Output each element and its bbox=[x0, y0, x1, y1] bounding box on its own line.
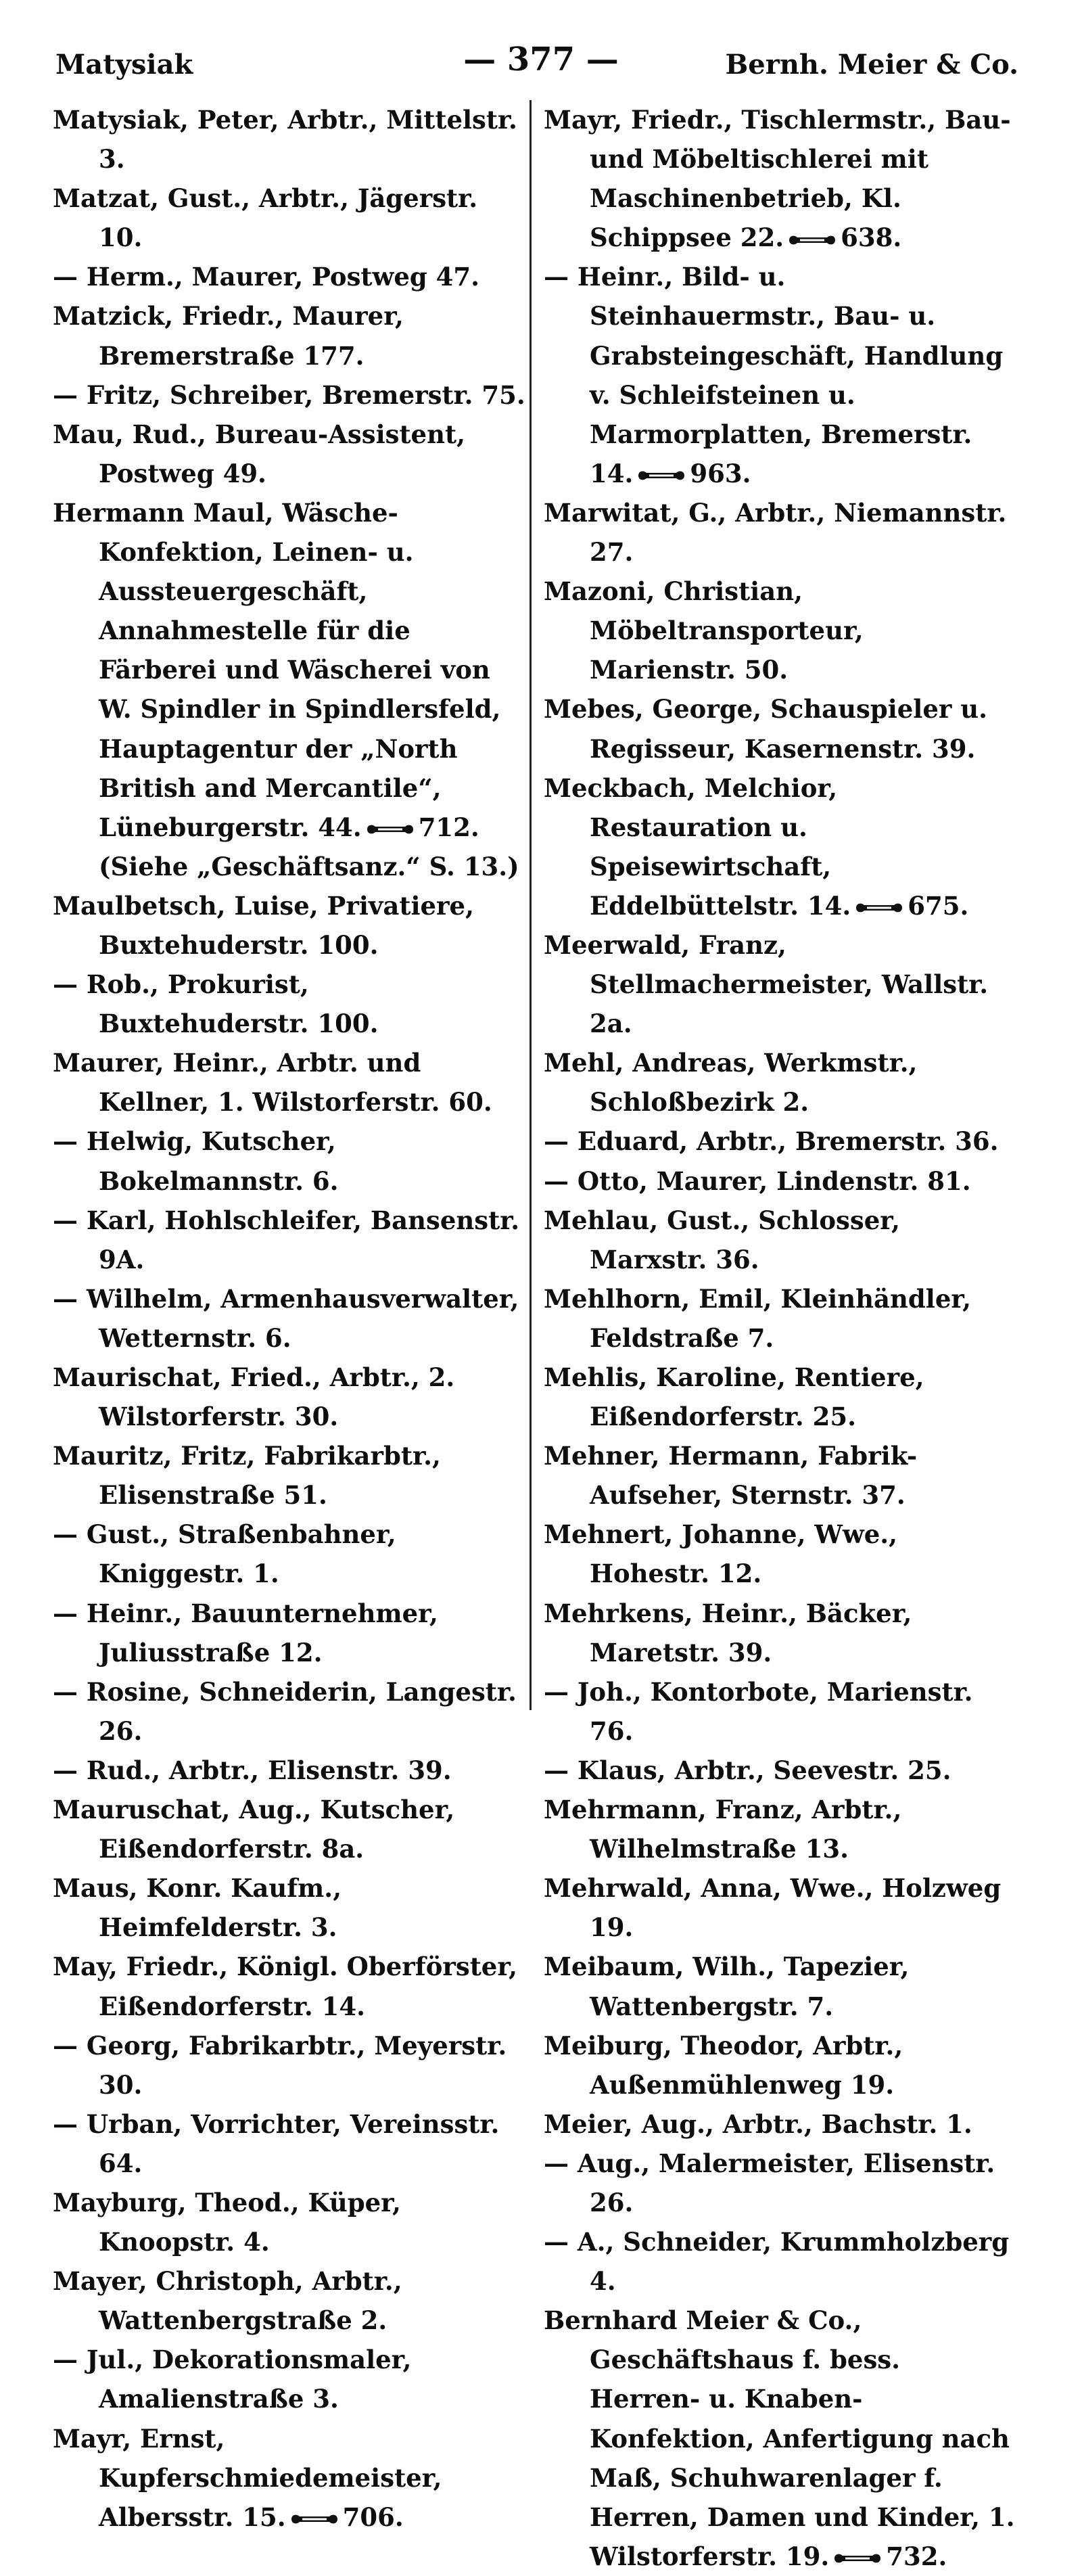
entry-text: Mehnert, Johanne, Wwe., Hohestr. 12. bbox=[544, 1519, 898, 1589]
entry-text: — Karl, Hohlschleifer, Bansenstr. 9A. bbox=[53, 1205, 520, 1274]
directory-entry bbox=[53, 375, 526, 415]
directory-entry bbox=[53, 2183, 526, 2261]
directory-entry bbox=[544, 2104, 1017, 2144]
right-column bbox=[544, 100, 1017, 2576]
entry-text: Meerwald, Franz, Stellmachermeister, Wallstr. 2a. bbox=[544, 929, 989, 1039]
directory-entry bbox=[544, 2144, 1017, 2222]
directory-entry bbox=[544, 768, 1017, 925]
entry-text: Mehl, Andreas, Werkmstr., Schloßbezirk 2. bbox=[544, 1048, 918, 1118]
entry-text: May, Friedr., Königl. Oberförster, Eißendorferstr. 14. bbox=[53, 1952, 518, 2021]
entry-text: Maurischat, Fried., Arbtr., 2. Wilstorferstr. 30. bbox=[53, 1362, 455, 1432]
entry-text: Hermann Maul, Wäsche-Konfektion, Leinen- u. Aussteuergeschäft, Annahmestelle für die Färberei und Wäscherei von W. Spindler in Spindlersfeld, Hauptagentur der „North British and Mercantile“, Lüneburgerstr. 44. bbox=[53, 497, 501, 842]
directory-entry bbox=[53, 296, 526, 375]
directory-entry bbox=[53, 2340, 526, 2418]
entry-text: Mauritz, Fritz, Fabrikarbtr., Elisenstraße 51. bbox=[53, 1441, 441, 1511]
entry-text: — Jul., Dekorationsmaler, Amalienstraße 3. bbox=[53, 2345, 412, 2414]
directory-entry bbox=[544, 1672, 1017, 1751]
telephone-icon bbox=[833, 2551, 882, 2566]
phone-number: 963. bbox=[690, 458, 751, 488]
phone-number: 706. bbox=[342, 2502, 404, 2532]
entry-text: Mauruschat, Aug., Kutscher, Eißendorferstr. 8a. bbox=[53, 1795, 455, 1864]
entry-text: Mehlhorn, Emil, Kleinhändler, Feldstraße 7. bbox=[544, 1283, 972, 1353]
directory-entry bbox=[544, 925, 1017, 1043]
entry-text: — Klaus, Arbtr., Seevestr. 25. bbox=[544, 1755, 951, 1785]
entry-text: — Georg, Fabrikarbtr., Meyerstr. 30. bbox=[53, 2030, 507, 2100]
phone-number: 638. bbox=[841, 223, 902, 253]
entry-text: Mau, Rud., Bureau-Assistent, Postweg 49. bbox=[53, 419, 465, 488]
entry-text: — Urban, Vorrichter, Vereinsstr. 64. bbox=[53, 2109, 500, 2178]
directory-entry bbox=[544, 1594, 1017, 1672]
directory-entry bbox=[53, 493, 526, 886]
entry-text: Marwitat, G., Arbtr., Niemannstr. 27. bbox=[544, 497, 1007, 568]
directory-entry bbox=[544, 493, 1017, 572]
entry-text: Meiburg, Theodor, Arbtr., Außenmühlenweg 19. bbox=[544, 2030, 903, 2100]
entry-text: Mayburg, Theod., Küper, Knoopstr. 4. bbox=[53, 2187, 401, 2257]
entry-text: Mehlau, Gust., Schlosser, Marxstr. 36. bbox=[544, 1205, 900, 1274]
directory-entry bbox=[544, 100, 1017, 257]
directory-entry bbox=[544, 1162, 1017, 1201]
telephone-icon bbox=[366, 822, 415, 837]
entry-text: Mehrwald, Anna, Wwe., Holzweg 19. bbox=[544, 1873, 1002, 1943]
entry-text: Matysiak, Peter, Arbtr., Mittelstr. 3. bbox=[53, 105, 517, 175]
entry-text: Meckbach, Melchior, Restauration u. Speisewirtschaft, Eddelbüttelstr. 14. bbox=[544, 773, 851, 921]
entry-text: — Rud., Arbtr., Elisenstr. 39. bbox=[53, 1755, 452, 1785]
phone-number: 675. bbox=[908, 890, 969, 921]
entry-text: Maus, Konr. Kaufm., Heimfelderstr. 3. bbox=[53, 1873, 342, 1943]
directory-entry bbox=[53, 1043, 526, 1122]
page-number: — 377 — bbox=[463, 41, 619, 78]
directory-entry bbox=[53, 100, 526, 179]
entry-text: — Herm., Maurer, Postweg 47. bbox=[53, 262, 480, 292]
directory-entry bbox=[544, 1515, 1017, 1593]
running-head-left: Matysiak bbox=[55, 49, 193, 80]
directory-entry bbox=[544, 1279, 1017, 1358]
directory-entry bbox=[53, 257, 526, 296]
directory-entry bbox=[53, 1672, 526, 1751]
directory-entry bbox=[544, 1790, 1017, 1868]
page-header bbox=[0, 35, 1082, 89]
directory-entry bbox=[544, 689, 1017, 768]
entry-text: Mayr, Ernst, Kupferschmiedemeister, Albersstr. 15. bbox=[53, 2423, 442, 2532]
entry-text: — A., Schneider, Krummholzberg 4. bbox=[544, 2227, 1010, 2297]
entry-text: — Aug., Malermeister, Elisenstr. 26. bbox=[544, 2148, 995, 2217]
directory-entry bbox=[53, 1751, 526, 1790]
entry-text: — Rob., Prokurist, Buxtehuderstr. 100. bbox=[53, 969, 379, 1039]
entry-text: — Joh., Kontorbote, Marienstr. 76. bbox=[544, 1676, 973, 1746]
directory-entry bbox=[53, 1279, 526, 1358]
directory-entry bbox=[544, 1043, 1017, 1122]
telephone-icon bbox=[637, 468, 686, 483]
directory-entry bbox=[53, 2261, 526, 2340]
entry-text: — Rosine, Schneiderin, Langestr. 26. bbox=[53, 1676, 517, 1746]
entry-text: — Gust., Straßenbahner, Kniggestr. 1. bbox=[53, 1519, 396, 1589]
entry-text: — Heinr., Bauunternehmer, Juliusstraße 12. bbox=[53, 1598, 438, 1668]
entry-text: Matzat, Gust., Arbtr., Jägerstr. 10. bbox=[53, 183, 478, 253]
directory-entry bbox=[544, 2301, 1017, 2576]
directory-entry bbox=[53, 1790, 526, 1868]
running-head-right: Bernh. Meier & Co. bbox=[725, 49, 1018, 80]
directory-entry bbox=[53, 415, 526, 493]
entry-text: Meibaum, Wilh., Tapezier, Wattenbergstr. 7. bbox=[544, 1952, 910, 2021]
entry-text: Mehner, Hermann, Fabrik-Aufseher, Sternstr. 37. bbox=[544, 1441, 918, 1511]
telephone-icon bbox=[290, 2512, 339, 2527]
entry-text: Mehrmann, Franz, Arbtr., Wilhelmstraße 13. bbox=[544, 1795, 902, 1864]
phone-number: 732. bbox=[886, 2541, 947, 2571]
directory-entry bbox=[544, 1436, 1017, 1515]
directory-entry bbox=[53, 1358, 526, 1436]
directory-entry bbox=[53, 1947, 526, 2025]
entry-text: — Wilhelm, Armenhausverwalter, Wetternstr. 6. bbox=[53, 1283, 519, 1353]
entry-text: Mayr, Friedr., Tischlermstr., Bau- und Möbeltischlerei mit Maschinenbetrieb, Kl. Schippsee 22. bbox=[544, 105, 1011, 253]
directory-entry bbox=[53, 1436, 526, 1515]
directory-entry bbox=[53, 2419, 526, 2537]
directory-entry bbox=[544, 572, 1017, 689]
directory-entry bbox=[544, 2222, 1017, 2301]
entry-note: (Siehe „Geschäftsanz.“ S. 13.) bbox=[99, 851, 519, 881]
entry-text: Mebes, George, Schauspieler u. Regisseur, Kasernenstr. 39. bbox=[544, 694, 988, 764]
entry-text: — Fritz, Schreiber, Bremerstr. 75. bbox=[53, 380, 525, 410]
directory-entry bbox=[544, 2026, 1017, 2104]
directory-entry bbox=[53, 1868, 526, 1947]
directory-entry bbox=[53, 965, 526, 1043]
entry-text: — Eduard, Arbtr., Bremerstr. 36. bbox=[544, 1126, 999, 1157]
directory-entry bbox=[53, 1201, 526, 1279]
directory-entry bbox=[53, 2104, 526, 2183]
telephone-icon bbox=[855, 900, 903, 915]
entry-text: — Otto, Maurer, Lindenstr. 81. bbox=[544, 1166, 971, 1196]
directory-entry bbox=[544, 1751, 1017, 1790]
entry-text: Meier, Aug., Arbtr., Bachstr. 1. bbox=[544, 2109, 972, 2139]
entry-text: — Heinr., Bild- u. Steinhauermstr., Bau- u. Grabsteingeschäft, Handlung v. Schleifsteinen u. Marmorplatten, Bremerstr. 14. bbox=[544, 262, 1004, 488]
directory-entry bbox=[544, 1358, 1017, 1436]
directory-entry bbox=[544, 1201, 1017, 1279]
left-column bbox=[53, 100, 526, 2537]
entry-text: — Helwig, Kutscher, Bokelmannstr. 6. bbox=[53, 1126, 339, 1196]
entry-text: Maurer, Heinr., Arbtr. und Kellner, 1. Wilstorferstr. 60. bbox=[53, 1048, 492, 1118]
directory-entry bbox=[53, 1594, 526, 1672]
phone-number: 712. bbox=[418, 812, 479, 842]
directory-entry bbox=[544, 257, 1017, 493]
directory-entry bbox=[544, 1122, 1017, 1161]
entry-text: Mayer, Christoph, Arbtr., Wattenbergstraße 2. bbox=[53, 2266, 402, 2336]
entry-text: Bernhard Meier & Co., Geschäftshaus f. bess. Herren- u. Knaben-Konfektion, Anfertigung nach Maß, Schuhwarenlager f. Herren, Damen und Kinder, 1. Wilstorferstr. 19. bbox=[544, 2305, 1015, 2571]
directory-entry bbox=[544, 1868, 1017, 1947]
directory-entry bbox=[53, 1122, 526, 1200]
directory-entry bbox=[53, 1515, 526, 1593]
telephone-icon bbox=[788, 233, 837, 248]
directory-entry bbox=[53, 179, 526, 257]
entry-text: Mazoni, Christian, Möbeltransporteur, Marienstr. 50. bbox=[544, 576, 864, 685]
directory-entry bbox=[53, 886, 526, 965]
column-divider bbox=[530, 100, 532, 1710]
entry-text: Maulbetsch, Luise, Privatiere, Buxtehuderstr. 100. bbox=[53, 890, 474, 960]
entry-text: Mehlis, Karoline, Rentiere, Eißendorferstr. 25. bbox=[544, 1362, 924, 1432]
directory-entry bbox=[53, 2026, 526, 2104]
directory-entry bbox=[544, 1947, 1017, 2025]
entry-text: Mehrkens, Heinr., Bäcker, Maretstr. 39. bbox=[544, 1598, 912, 1668]
entry-text: Matzick, Friedr., Maurer, Bremerstraße 177. bbox=[53, 301, 404, 371]
